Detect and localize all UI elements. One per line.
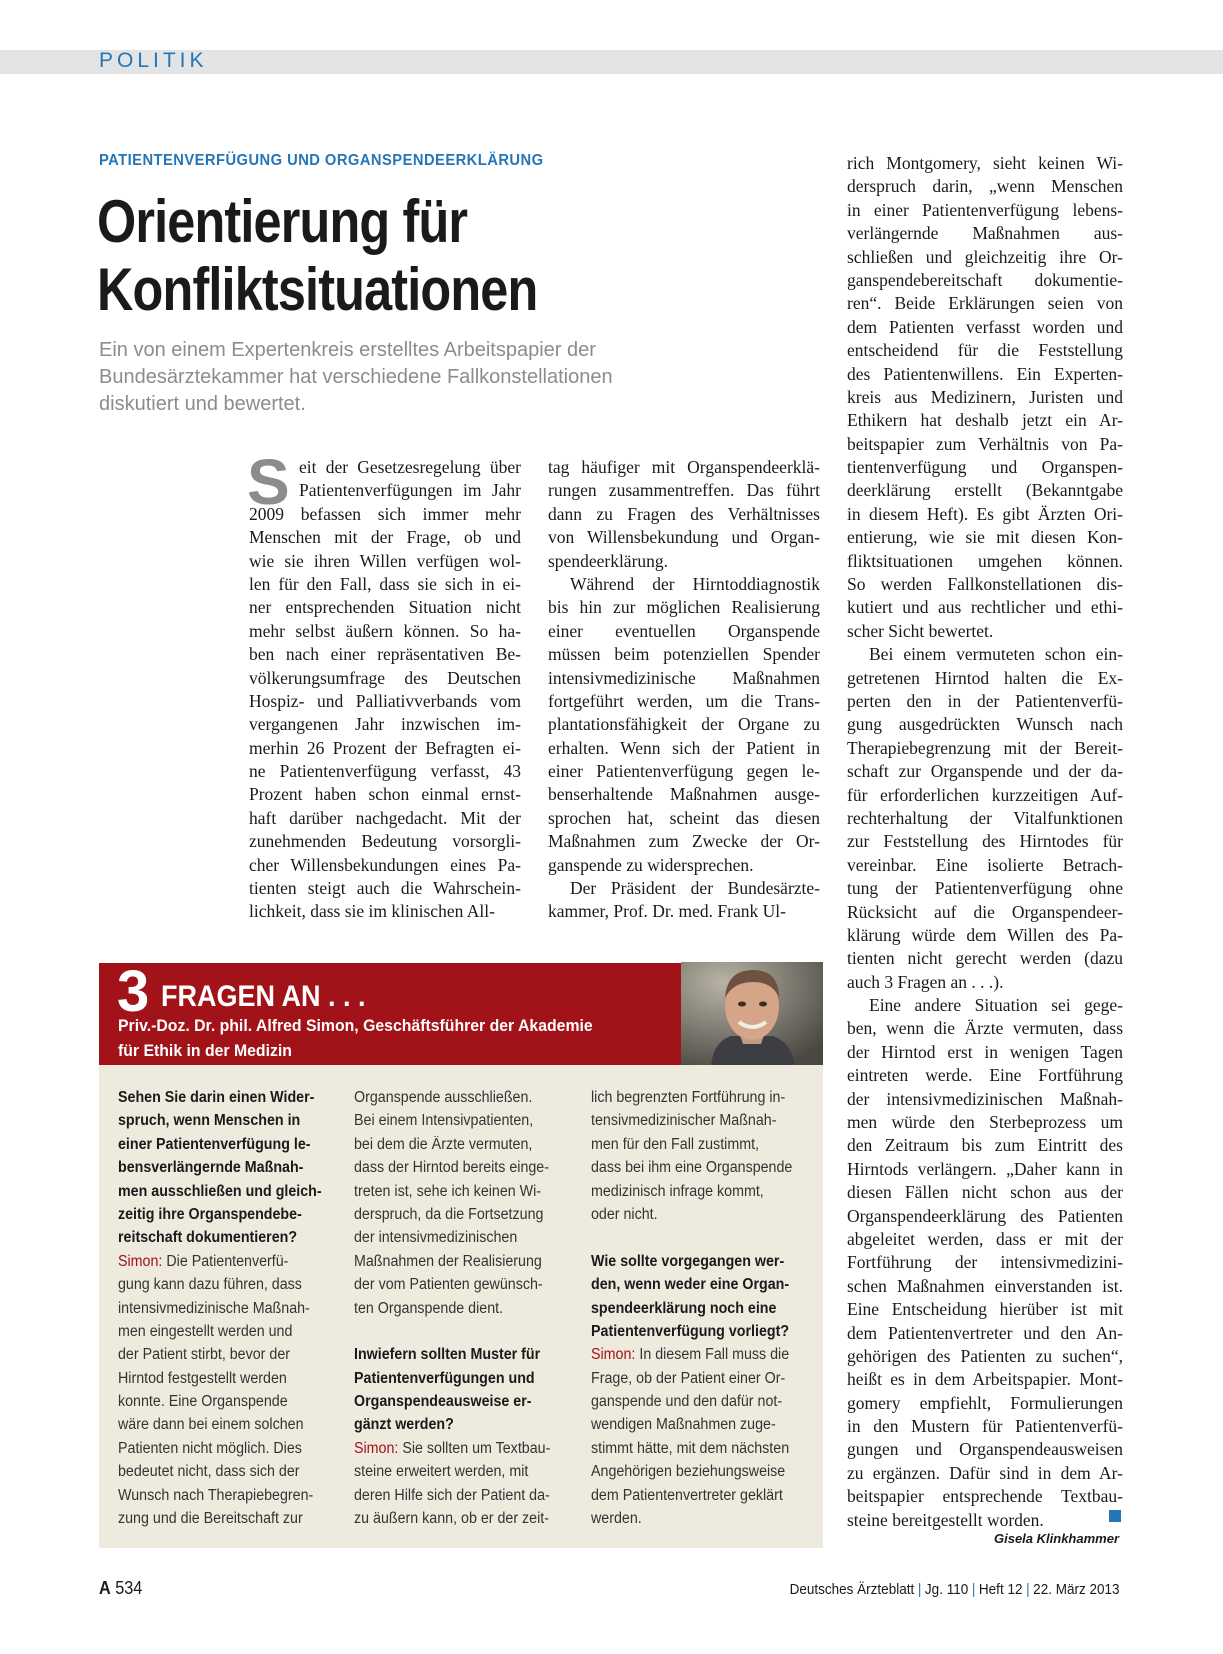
drop-cap: S	[247, 446, 290, 518]
text-line: derspruch darin, „wenn Menschen	[847, 176, 1123, 197]
answer-line: oder nicht.	[591, 1205, 658, 1223]
answer-line: wäre dann bei einem solchen	[118, 1416, 304, 1434]
speaker-label: Simon:	[354, 1439, 399, 1457]
text-line: tung der Patientenverfügung ohne	[847, 878, 1123, 899]
text-line: rungen zusammentreffen. Das führt	[548, 480, 820, 501]
end-mark	[1109, 1510, 1121, 1522]
text-line: Während der Hirntoddiagnostik	[570, 573, 820, 594]
answer-line: dem Patientenvertreter geklärt	[591, 1486, 783, 1504]
text-line: völkerungsumfrage des Deutschen	[249, 667, 521, 688]
question-line: Patientenverfügung vorliegt?	[591, 1322, 790, 1340]
text-line: wie sie ihren Willen verfügen wol-	[249, 550, 521, 571]
answer-line: medizinisch infrage kommt,	[591, 1182, 764, 1200]
person-line: Priv.-Doz. Dr. phil. Alfred Simon, Geschäftsführer der Akademie	[118, 1016, 593, 1035]
text-line: gehörigen des Patienten zu suchen“,	[847, 1345, 1123, 1366]
text-line: merhin 26 Prozent der Befragten ei-	[249, 737, 521, 758]
text-line: schen Maßnahmen einverstanden ist.	[847, 1275, 1123, 1296]
text-line: beitspapier zum Verhältnis von Pa-	[847, 433, 1123, 454]
answer-line: bedeutet nicht, dass sich der	[118, 1463, 300, 1481]
answer-line: gung kann dazu führen, dass	[118, 1276, 302, 1294]
text-line: Hospiz- und Palliativverbands vom	[249, 690, 521, 711]
text-line: von Willensbekundung und Organ-	[548, 527, 820, 548]
text-line: lichkeit, dass sie im klinischen All-	[249, 901, 495, 922]
issue: Heft 12	[978, 1581, 1022, 1598]
answer-line: der Patient stirbt, bevor der	[118, 1346, 291, 1364]
text-line: in einer Patientenverfügung lebens-	[847, 199, 1123, 220]
text-line: vereinbar. Eine isolierte Betrach-	[847, 854, 1123, 875]
text-line: deerklärung erstellt (Bekanntgabe	[847, 480, 1123, 501]
person-line: für Ethik in der Medizin	[118, 1041, 292, 1060]
answer-line: werden.	[591, 1510, 642, 1528]
text-line: fortgeführt werden, um die Trans-	[548, 690, 820, 711]
text-line: gomery empfiehlt, Formulierungen	[847, 1392, 1123, 1413]
answer-line: lich begrenzten Fortführung in-	[591, 1089, 786, 1106]
text-line: ner entsprechenden Situation nicht	[249, 597, 521, 618]
headline-line: Konfliktsituationen	[97, 256, 538, 323]
answer-line: Organspende ausschließen.	[354, 1089, 533, 1106]
answer-line: ten Organspende dient.	[354, 1299, 504, 1317]
text-line: tientenverfügung und Organspen-	[847, 457, 1123, 478]
text-line: der intensivmedizinischen Maßnah-	[847, 1088, 1123, 1109]
author-byline: Gisela Klinkhammer	[994, 1531, 1119, 1546]
body-column-1	[249, 456, 521, 924]
text-line: Bei einem vermuteten schon ein-	[869, 644, 1123, 665]
text-line: gung ausgedrückten Wunsch nach	[847, 714, 1123, 735]
answer-line: Frage, ob der Patient einer Or-	[591, 1369, 786, 1387]
text-line: Therapiebegrenzung mit der Bereit-	[847, 737, 1123, 758]
portrait-photo	[681, 962, 823, 1066]
answer-line: men für den Fall zustimmt,	[591, 1135, 760, 1153]
text-line: ganspende zu widersprechen.	[548, 854, 754, 875]
text-line: ben nach einer repräsentativen Be-	[249, 644, 521, 665]
text-line: So werden Fallkonstellationen dis-	[847, 574, 1123, 595]
interview-column-2	[354, 1086, 564, 1530]
article-headline	[97, 188, 618, 324]
lede-line: Ein von einem Expertenkreis erstelltes Arbeitspapier der	[99, 339, 596, 361]
headline-line: Orientierung für	[97, 188, 468, 255]
text-line: beitspapier entsprechende Textbau-	[847, 1486, 1123, 1507]
spacer	[591, 1226, 801, 1249]
text-line: einer eventuellen Organspende	[548, 620, 820, 641]
body-column-2	[548, 456, 820, 924]
text-line: Der Präsident der Bundesärzte-	[570, 878, 820, 899]
question-line: Wie sollte vorgegangen wer-	[591, 1252, 785, 1270]
text-line: müssen beim potenziellen Spender	[548, 644, 820, 665]
answer-line: intensivmedizinische Maßnah-	[118, 1299, 310, 1317]
text-line: Maßnahmen zum Zwecke der Or-	[548, 831, 820, 852]
publication-info: Deutsches Ärzteblatt | Jg. 110 | Heft 12 | 22. März 2013	[789, 1581, 1119, 1598]
text-line: dann zu Fragen des Verhältnisses	[548, 503, 820, 524]
answer-line: Angehörigen beziehungsweise	[591, 1463, 786, 1481]
answer-line: stimmt hätte, mit dem nächsten	[591, 1439, 790, 1457]
page-num: 534	[115, 1578, 143, 1598]
journal-name: Deutsches Ärzteblatt	[789, 1581, 914, 1598]
text-line: intensivmedizinische Maßnahmen	[548, 667, 820, 688]
text-line: steine bereitgestellt worden.	[847, 1509, 1044, 1530]
text-line: erhalten. Wenn sich der Patient in	[548, 737, 820, 758]
text-line: Patientenverfügungen im Jahr	[299, 480, 521, 501]
answer-line: steine erweitert werden, mit	[354, 1463, 529, 1481]
answer-line: dass der Hirntod bereits einge-	[354, 1159, 549, 1177]
text-line: perten den in der Patientenverfü-	[847, 690, 1123, 711]
answer-line: Patienten nicht möglich. Dies	[118, 1439, 302, 1457]
text-line: des Patientenwillens. Ein Experten-	[847, 363, 1123, 384]
speaker-label: Simon:	[591, 1346, 636, 1364]
text-line: einer Patientenverfügung gegen le-	[548, 761, 820, 782]
text-line: men würde den Sterbeprozess um	[847, 1112, 1123, 1133]
text-line: len für den Fall, dass sie sich in ei-	[249, 573, 521, 594]
answer-line: tensivmedizinischer Maßnah-	[591, 1112, 777, 1130]
text-line: haft darüber nachgedacht. Mit der	[249, 807, 521, 828]
question-line: men ausschließen und gleich-	[118, 1182, 322, 1200]
answer-text: In diesem Fall muss die	[639, 1346, 790, 1364]
spacer	[354, 1320, 564, 1343]
text-line: auch 3 Fragen an . . .).	[847, 971, 1004, 992]
text-line: Fortführung der intensivmedizini-	[847, 1252, 1123, 1273]
text-line: für erforderlichen kurzzeitigen Auf-	[847, 784, 1123, 805]
answer-line: Maßnahmen der Realisierung	[354, 1252, 542, 1270]
text-line: Prozent haben schon einmal ernst-	[249, 784, 521, 805]
question-line: Inwiefern sollten Muster für	[354, 1346, 541, 1364]
question-line: Organspendeausweise er-	[354, 1393, 532, 1411]
answer-line: wendigen Maßnahmen zuge-	[591, 1416, 776, 1434]
text-line: sprochen hat, scheint das diesen	[548, 807, 820, 828]
answer-text: Die Patientenverfü-	[166, 1252, 289, 1270]
body-column-3	[847, 152, 1123, 1532]
speaker-label: Simon:	[118, 1252, 163, 1270]
interview-column-3	[591, 1086, 801, 1530]
answer-line: men eingestellt werden und	[118, 1322, 293, 1340]
text-line: zunehmenden Bedeutung vorsorgli-	[249, 831, 521, 852]
question-line: den, wenn weder eine Organ-	[591, 1276, 790, 1294]
lede-line: Bundesärztekammer hat verschiedene Fallkonstellationen	[99, 366, 613, 388]
interview-box-title: FRAGEN AN . . .	[161, 980, 366, 1013]
answer-line: zung und die Bereitschaft zur	[118, 1510, 303, 1528]
date: 22. März 2013	[1032, 1581, 1119, 1598]
text-line: den Zeitraum bis zum Eintritt des	[847, 1135, 1123, 1156]
text-line: klärung würde dem Willen des Pa-	[847, 924, 1123, 945]
lede-line: diskutiert und bewertet.	[99, 393, 306, 415]
text-line: zu ergänzen. Dafür sind in dem Ar-	[847, 1462, 1123, 1483]
text-line: dem Patientenvertreter und den An-	[847, 1322, 1123, 1343]
answer-line: deren Hilfe sich der Patient da-	[354, 1486, 550, 1504]
interview-box-number: 3	[117, 959, 150, 1024]
text-line: tienten nicht gerecht werden (dazu	[847, 948, 1123, 969]
answer-line	[354, 1437, 551, 1460]
text-line: heißt es in dem Arbeitspapier. Mont-	[847, 1369, 1123, 1390]
interview-column-1	[118, 1086, 328, 1530]
answer-line: treten ist, sehe ich keinen Wi-	[354, 1182, 542, 1200]
text-line: rechterhaltung der Vitalfunktionen	[847, 807, 1123, 828]
answer-line: Bei einem Intensivpatienten,	[354, 1112, 534, 1130]
text-line: cher Willensbekundungen eines Pa-	[249, 854, 521, 875]
text-line: entscheidend für die Feststellung	[847, 340, 1123, 361]
question-line: Patientenverfügungen und	[354, 1369, 535, 1387]
answer-line: dass bei ihm eine Organspende	[591, 1159, 793, 1177]
text-line: spendeerklärung.	[548, 550, 669, 571]
text-line: kammer, Prof. Dr. med. Frank Ul-	[548, 901, 786, 922]
text-line: in diesem Heft). Es gibt Ärzten Ori-	[847, 503, 1123, 524]
text-line: ganspendebereitschaft dokumentie-	[847, 269, 1123, 290]
text-line: abgeleitet werden, dass er mit der	[847, 1228, 1123, 1249]
text-line: Organspendeerklärung des Patienten	[847, 1205, 1123, 1226]
answer-text: Sie sollten um Textbau-	[402, 1439, 551, 1457]
text-line: Rücksicht auf die Organspendeer-	[847, 901, 1123, 922]
answer-line: ganspende und den dafür not-	[591, 1393, 783, 1411]
answer-line: konnte. Eine Organspende	[118, 1393, 288, 1411]
text-line: getretenen Hirntod halten die Ex-	[847, 667, 1123, 688]
text-line: zur Feststellung des Hirntodes für	[847, 831, 1123, 852]
answer-line: derspruch, da die Fortsetzung	[354, 1205, 544, 1223]
question-line: gänzt werden?	[354, 1416, 454, 1434]
article-lede	[99, 337, 739, 418]
text-line: Eine andere Situation sei gege-	[869, 995, 1123, 1016]
text-line: ne Patientenverfügung verfasst, 43	[249, 761, 521, 782]
text-line: Hirntods verlängern. „Daher kann in	[847, 1158, 1123, 1179]
text-line: plantationsfähigkeit der Organe zu	[548, 714, 820, 735]
text-line: schließen und gleichzeitig ihre Or-	[847, 246, 1123, 267]
answer-line: bei dem die Ärzte vermuten,	[354, 1135, 533, 1153]
text-line: scher Sicht bewertet.	[847, 620, 994, 641]
page-number	[99, 1578, 142, 1599]
text-line: rich Montgomery, sieht keinen Wi-	[847, 153, 1123, 173]
text-line: verlängernde Maßnahmen aus-	[847, 223, 1123, 244]
text-line: mehr selbst äußern können. So ha-	[249, 620, 521, 641]
text-line: in den Mustern für Patientenverfü-	[847, 1416, 1123, 1437]
text-line: 2009 befassen sich immer mehr	[249, 503, 521, 524]
question-line: Sehen Sie darin einen Wider-	[118, 1089, 315, 1106]
question-line: reitschaft dokumentieren?	[118, 1229, 298, 1247]
text-line: bis hin zur möglichen Realisierung	[548, 597, 820, 618]
section-label: POLITIK	[99, 49, 208, 72]
text-line: entierung, wie sie mit diesen Kon-	[847, 527, 1123, 548]
text-line: gungen und Organspendeausweisen	[847, 1439, 1123, 1460]
answer-line: zu äußern kann, ob er der zeit-	[354, 1510, 549, 1528]
text-line: tienten steigt auch die Wahrschein-	[249, 878, 521, 899]
answer-line	[591, 1343, 790, 1366]
text-line: dem Patienten verfasst worden und	[847, 316, 1123, 337]
text-line: vergangenen Jahr inzwischen im-	[249, 714, 521, 735]
answer-line	[118, 1250, 311, 1273]
text-line: benserhaltende Maßnahmen ausge-	[548, 784, 820, 805]
page-prefix: A	[99, 1578, 111, 1598]
text-line: kutiert und aus rechtlicher und ethi-	[847, 597, 1123, 618]
interview-box-person	[118, 1013, 639, 1063]
question-line: spruch, wenn Menschen in	[118, 1112, 301, 1130]
question-line: einer Patientenverfügung le-	[118, 1135, 311, 1153]
question-line: zeitig ihre Organspendebe-	[118, 1205, 302, 1223]
text-line: fliktsituationen umgehen können.	[847, 550, 1123, 571]
answer-line: der intensivmedizinischen	[354, 1229, 518, 1247]
question-line: spendeerklärung noch eine	[591, 1299, 777, 1317]
text-line: eit der Gesetzesregelung über	[299, 457, 521, 477]
volume: Jg. 110	[924, 1581, 968, 1598]
question-line: bensverlängernde Maßnah-	[118, 1159, 304, 1177]
text-line: Ethikern hat deshalb jetzt ein Ar-	[847, 410, 1123, 431]
text-line: schaft zur Organspende und der da-	[847, 761, 1123, 782]
text-line: ren“. Beide Erklärungen seien von	[847, 293, 1123, 314]
answer-line: Hirntod festgestellt werden	[118, 1369, 287, 1387]
text-line: Menschen mit der Frage, ob und	[249, 527, 521, 548]
text-line: der Hirntod erst in wenigen Tagen	[847, 1041, 1123, 1062]
text-line: tag häufiger mit Organspendeerklä-	[548, 457, 820, 477]
text-line: eintreten werde. Eine Fortführung	[847, 1065, 1123, 1086]
answer-line: Wunsch nach Therapiebegren-	[118, 1486, 314, 1504]
text-line: ben, wenn die Ärzte vermuten, dass	[847, 1018, 1123, 1039]
text-line: kreis aus Medizinern, Juristen und	[847, 386, 1123, 407]
article-kicker: PATIENTENVERFÜGUNG UND ORGANSPENDEERKLÄRUNG	[99, 152, 544, 169]
text-line: diesen Fällen nicht schon aus der	[847, 1182, 1123, 1203]
answer-line: der vom Patienten gewünsch-	[354, 1276, 543, 1294]
text-line: Eine Entscheidung hierüber ist mit	[847, 1299, 1123, 1320]
